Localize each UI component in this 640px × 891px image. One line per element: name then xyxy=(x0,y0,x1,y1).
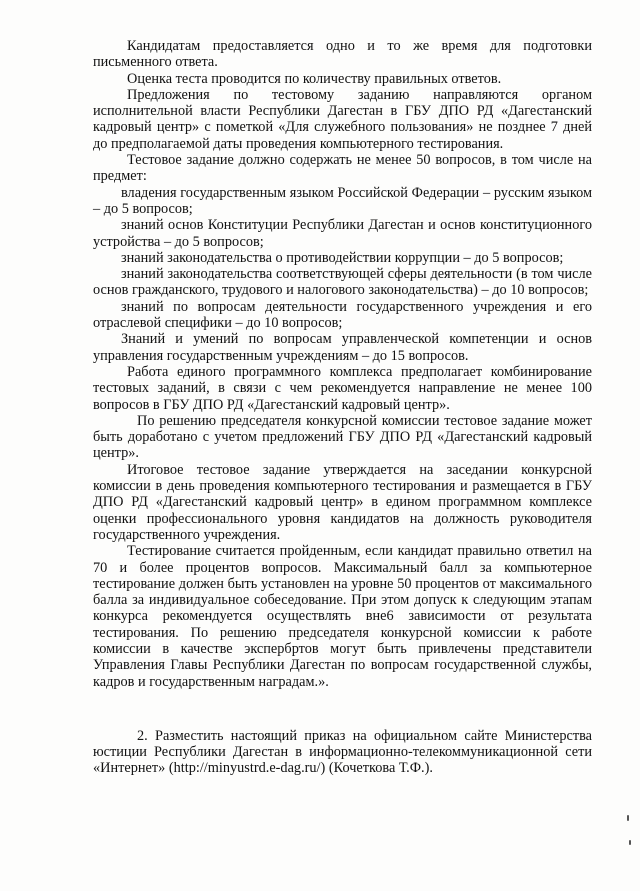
paragraph: По решению председателя конкурсной комиссии тестовое задание может быть доработано с учетом предложений ГБУ ДПО РД «Дагестанский кадровый центр». xyxy=(93,412,592,462)
scan-speck xyxy=(629,840,631,845)
list-item: знаний законодательства о противодействии коррупции – до 5 вопросов; xyxy=(121,249,564,266)
paragraph: Оценка теста проводится по количеству правильных ответов. xyxy=(127,70,502,87)
list-item: владения государственным языком Российской Федерации – русским языком – до 5 вопросов; xyxy=(93,184,592,217)
paragraph: Работа единого программного комплекса предполагает комбинирование тестовых заданий, в связи с чем рекомендуется направление не менее 100 вопросов в ГБУ ДПО РД «Дагестанский кадровый центр». xyxy=(93,363,592,413)
paragraph: Тестирование считается пройденным, если кандидат правильно ответил на 70 и более процентов вопросов. Максимальный балл за компьютерное тестирование должен быть установлен на уровне 50 процентов от максимального балла за индивидуальное собеседование. При этом допуск к следующим этапам конкурса рекомендуется осуществлять вне6 зависимости от результата тестирования. По решению председателя конкурсной комиссии к работе комиссии в качестве экспербртов могут быть привлечены представители Управления Главы Республики Дагестан по вопросам государственной службы, кадров и государственным наградам.». xyxy=(93,543,592,690)
paragraph: Предложения по тестовому заданию направляются органом исполнительной власти Республики Дагестан в ГБУ ДПО РД «Дагестанский кадровый центр» с пометкой «Для служебного пользования» не позднее 7 дней до предполагаемой даты проведения компьютерного тестирования. xyxy=(93,86,592,152)
item-2-text: 2. Разместить настоящий приказ на официальном сайте Министерства юстиции Республики Дагестан в информационно-телекоммуникационной сети «Интернет» xyxy=(93,727,592,777)
scan-speck xyxy=(627,815,629,821)
list-item: Знаний и умений по вопросам управленческой компетенции и основ управления государственным учреждениям – до 15 вопросов. xyxy=(93,331,592,364)
ministry-site-url: (http://minyustrd.e-dag.ru/) xyxy=(168,760,326,777)
paragraph: Тестовое задание должно содержать не менее 50 вопросов, в том числе на предмет: xyxy=(93,152,592,185)
vertical-spacer xyxy=(93,690,592,728)
document-body xyxy=(93,38,592,777)
list-item: знаний законодательства соответствующей сферы деятельности (в том числе основ гражданского, трудового и налогового законодательства) – до 10 вопросов; xyxy=(93,266,592,299)
paragraph: Кандидатам предоставляется одно и то же время для подготовки письменного ответа. xyxy=(93,38,592,71)
numbered-item-2 xyxy=(93,728,592,777)
list-item: знаний основ Конституции Республики Дагестан и основ конституционного устройства – до 5 вопросов; xyxy=(93,217,592,250)
list-item: знаний по вопросам деятельности государственного учреждения и его отраслевой специфики – до 10 вопросов; xyxy=(93,298,592,332)
responsible-person: (Кочеткова Т.Ф.). xyxy=(328,760,433,777)
paragraph: Итоговое тестовое задание утверждается на заседании конкурсной комиссии в день проведения компьютерного тестирования и размещается в ГБУ ДПО РД «Дагестанский кадровый центр» в едином программном комплексе оценки профессионального уровня кандидатов на должность руководителя государственного учреждения. xyxy=(93,461,592,543)
